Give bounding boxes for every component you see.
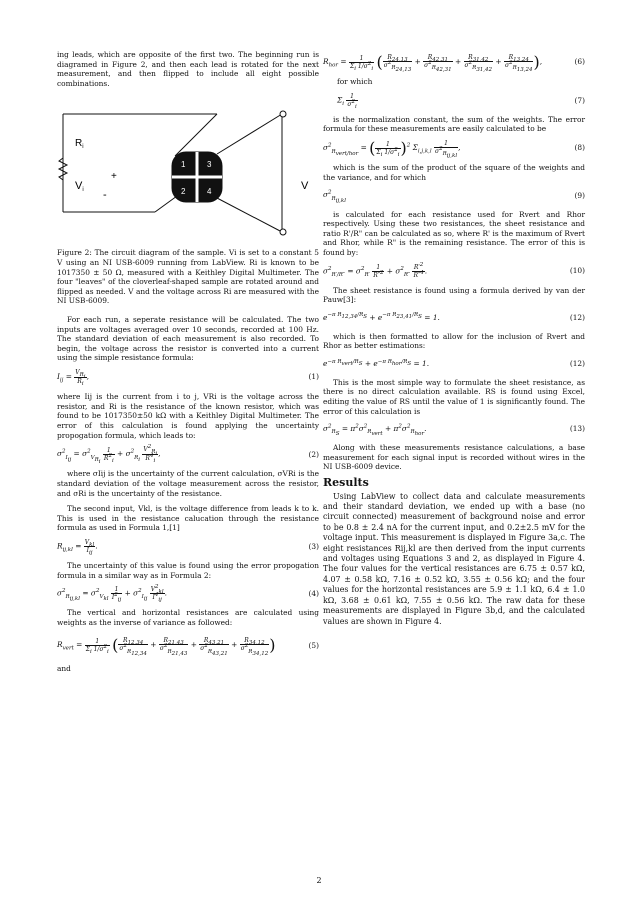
eq4-number: (4) — [308, 588, 319, 598]
equation-11: $e^{-\pi R_{12,34}/R_S} + e^{-\pi R_{23,41}/R_S} = 1$. (12) — [323, 312, 585, 322]
equation-2: $\sigma^2_{I_{ij}} = \sigma^2_{V_{R_i}}$ $\frac{1}{R^2_i}$ + $\sigma^2_{R_i}$ $\frac{V^2_{R_i}}{R^4_i}$ , (2) — [57, 444, 319, 465]
eq6-number: (6) — [574, 57, 585, 67]
equation-7: $\Sigma_i$ $\frac{1}{\sigma^2_i}$ (7) — [337, 92, 585, 111]
for-which-text: for which — [337, 77, 373, 87]
para-runs: For each run, a seperate resistance will be calculated. The two inputs are voltages averaged over 10 seconds, recorded at 100 Hz. The standard deviation of each measurement is also recorded. To begin, the voltage across the resistor is converted into a current using the simple resistance formula: — [57, 314, 319, 363]
eq10-number: (10) — [569, 266, 585, 276]
para-van-der-pauw: The sheet resistance is found using a formula derived by van der Pauw[3]: — [323, 285, 585, 305]
para-formatted: which is then formatted to allow for the inclusion of Rvert and Rhor as better estimations: — [323, 331, 585, 351]
equation-5: $R_{vert}$ = $\frac{1}{\Sigma_i 1/\sigma^2_i}$ ( $\frac{R_{12,34}}{\sigma^2_{R_{12,34}}}$ + $\frac{R_{21,43}}{\sigma^2_{R_{21,43}}}$ + $\frac{R_{43,21}}{\sigma^2_{R_{43,21}}}$ + $\frac{R_{34,12}}{\sigma^2_{R_{34,12}}}$ ) (5) — [57, 635, 319, 657]
vi-label: Vi — [75, 180, 84, 194]
eq9-number: (9) — [574, 190, 585, 200]
eq12-number: (12) — [569, 359, 585, 369]
para-sum-product: which is the sum of the product of the square of the weights and the variance, and for which — [323, 163, 585, 182]
eq7-number: (7) — [574, 95, 585, 105]
lead-2: 2 — [181, 187, 186, 197]
plus-sign: + — [111, 171, 117, 183]
para-uncertainty: where σIij is the uncertainty of the current calculation, σVRi is the standard deviation of the voltage measurement across the resistor, and σRi is the uncertainty of the resistance. — [57, 469, 319, 498]
equation-12: $e^{-\pi R_{vert}/R_S} + e^{-\pi R_{hor}/R_S} = 1$. (12) — [323, 358, 585, 369]
para-base-measurement: Along with these measurements resistance calculations, a base measurement for each signal input is recorded without wires in the NI USB-6009 device. — [323, 443, 585, 472]
eq5-number: (5) — [308, 640, 319, 650]
para-second-input: The second input, Vkl, is the voltage difference from leads k to k. This is used in the resistance calucation through the resistance formula as used in Formula 1,[1] — [57, 504, 319, 533]
lead-1: 1 — [181, 160, 186, 170]
equation-6: $R_{hor}$ = $\frac{1}{\Sigma_i 1/\sigma^2_i}$ ( $\frac{R_{24,13}}{\sigma^2_{R_{24,13}}}$ + $\frac{R_{42,31}}{\sigma^2_{R_{42,31}}}$ + $\frac{R_{31,42}}{\sigma^2_{R_{31,42}}}$ + $\frac{R_{13,24}}{\sigma^2_{R_{13,24}}}$ ), (6) — [323, 52, 585, 74]
circuit-diagram — [57, 94, 319, 244]
equation-1: $I_{ij}$ = $\frac{V_{R_i}}{R_i}$ , (1) — [57, 368, 319, 388]
eq11-number: (12) — [569, 312, 585, 322]
eq2-number: (2) — [308, 449, 319, 459]
lead-4: 4 — [207, 187, 212, 197]
terminal-bottom — [280, 229, 286, 235]
intro-paragraph: ing leads, which are opposite of the first two. The beginning run is diagramed in Figure 2, and then each lead is rotated for the next measurement, and then flipped to include all eight possible combinations. — [57, 50, 319, 88]
results-section — [323, 492, 585, 627]
results-heading: Results — [323, 476, 369, 490]
para-current: where Iij is the current from i to j, VRi is the voltage across the resistor, and Ri is the resistance of the known resistor, which was found to be 1017350±50 kΩ with a Keithley Digital Multimeter. The error of this calculation is found applying the uncertainty propogation formula, which leads to: — [57, 392, 319, 440]
equation-3: $R_{ij,kl}$ = $\frac{V_{kl}}{I_{ij}}$ . (3) — [57, 539, 319, 557]
v-label: V — [301, 180, 309, 193]
para-weights: The vertical and horizontal resistances are calculated using weights as the inverse of variance as followed: — [57, 608, 319, 627]
equation-4: $\sigma^2_{R_{ij,kl}} = \sigma^2_{V_{kl}}$ $\frac{1}{I^2_{ij}}$ + $\sigma^2_{I_{ij}}$ $\frac{V^2_{kl}}{I^4_{ij}}$ . (4) — [57, 584, 319, 604]
and-text: and — [57, 663, 71, 673]
eq13-number: (13) — [569, 424, 585, 434]
figure-2-caption: Figure 2: The circuit diagram of the sample. Vi is set to a constant 5 V using an NI USB-6009 running from LabView. Ri is known to be 1017350 ± 50 Ω, measured with a Keithley Digital Multimeter. The four "leaves" of the cloverleaf-shaped sample are rotated around and flipped as needed. V and the voltage across Ri are measured with the NI USB-6009. — [57, 248, 319, 306]
equation-13: $\sigma^2_{R_S} = \pi^2\sigma^2_{R_{vert}} + \pi^2\sigma^2_{R_{hor}}$. (13) — [323, 423, 585, 438]
right-column — [323, 50, 585, 631]
ri-label: $R_i$ — [75, 138, 84, 151]
results-paragraph: Using LabView to collect data and calculate measurements and their standard deviation, we ended up with a base (no circuit connected) measurement of background noise and error to be 0.8 ± 2.4 nA for the current input, and 0.2±2.5 mV for the voltage input. This measurement is displayed in Figure 3a,c. The eight resistances Rij,kl are then derived from the input currents and voltages using Equations 3 and 2, as displayed in Figure 4. The four values for the vertical resistances are 6.75 ± 0.57 kΩ, 4.07 ± 0.58 kΩ, 7.16 ± 0.52 kΩ, 3.55 ± 0.56 kΩ; and the four values for the horizontal resistances are 5.9 ± 1.1 kΩ, 6.4 ± 1.0 kΩ, 3.68 ± 0.61 kΩ, 7.55 ± 0.56 kΩ. The raw data for these measurements are displayed in Figure 3b,d, and the calculated values are shown in Figure 4. — [323, 491, 585, 626]
para-simple-way: This is the most simple way to formulate the sheet resistance, as there is no direct calculation available. RS is found using Excel, editing the value of RS until the value of 1 is significantly found. The error of this calculation is — [323, 377, 585, 416]
para-normalization: is the normalization constant, the sum of the weights. The error formula for these measurements are easily calculated to be — [323, 114, 585, 134]
left-column — [57, 50, 319, 679]
eq8-number: (8) — [574, 143, 585, 153]
eq1-number: (1) — [308, 372, 319, 382]
minus-sign: - — [103, 189, 107, 202]
page-number: 2 — [316, 876, 322, 885]
terminal-top — [280, 111, 286, 117]
equation-10: $\sigma^2_{R'/R''} = \sigma^2_{R'}$ $\frac{1}{R''^2}$ + $\sigma^2_{R''}$ $\frac{R'^2}{R''^4}$ . (10) — [323, 261, 585, 279]
lead-3: 3 — [207, 160, 212, 170]
para-propagation: The uncertainty of this value is found using the error propogation formula in a similar way as in Formula 2: — [57, 561, 319, 580]
para-ratio: is calculated for each resistance used for Rvert and Rhor respectively. Using these two resistances, the sheet resistance and ratio R'/R" can be calculated as so, where R' is the maximum of Rvert and Rhor, while R" is the remaining resistance. The error of this is found by: — [323, 209, 585, 257]
eq3-number: (3) — [308, 541, 319, 551]
equation-9: $\sigma^2_{R_{ij,kl}}$ (9) — [323, 189, 585, 204]
equation-8: $\sigma^2_{R_{vert/hor}}$ = ( $\frac{1}{\Sigma_i 1/\sigma^2_i}$ )$^2$ $\Sigma_{i,j,k,l}$ $\frac{1}{\sigma^2_{R_{ij,kl}}}$ , (8) — [323, 138, 585, 160]
